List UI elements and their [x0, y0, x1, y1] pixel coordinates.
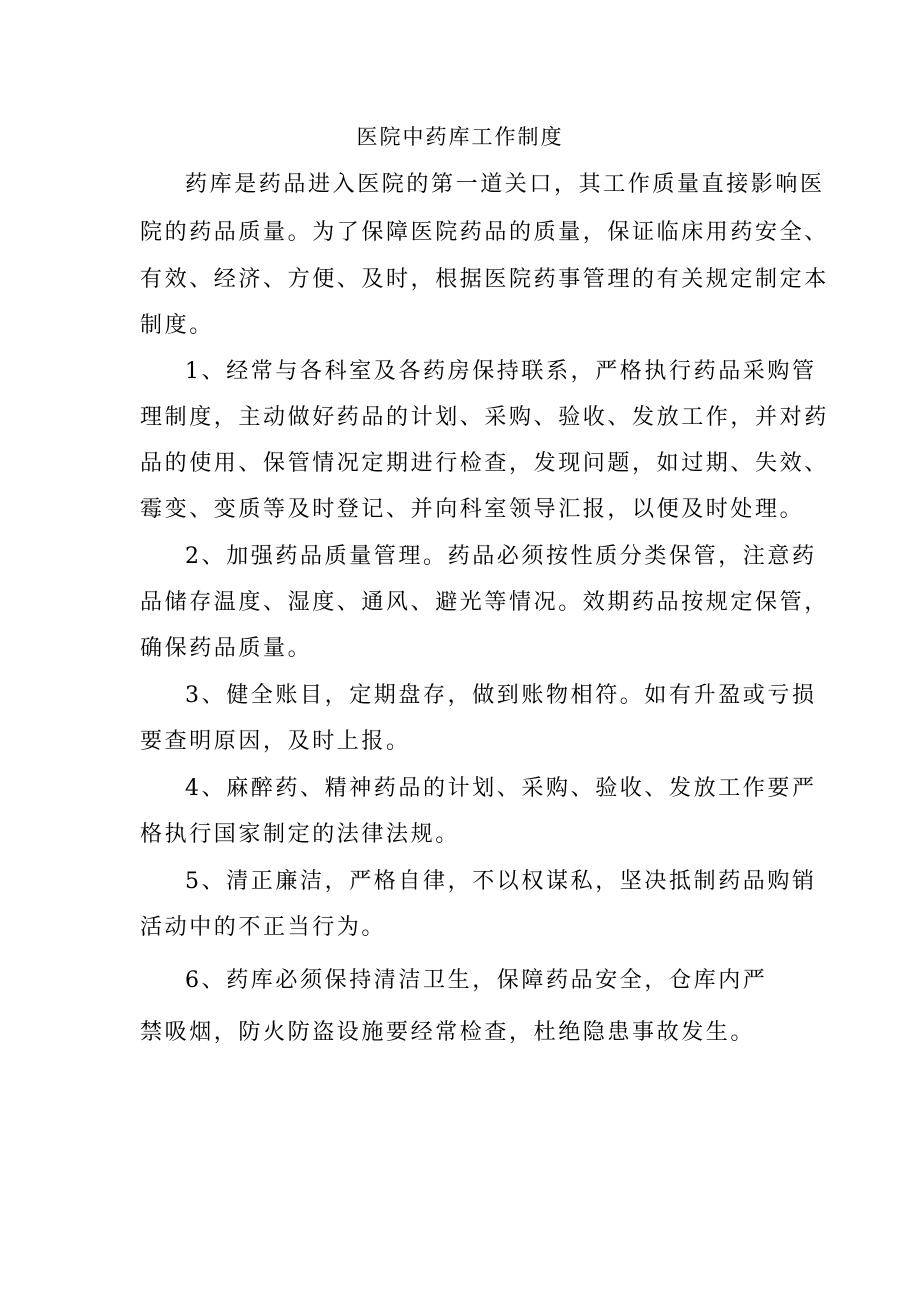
rule-4-line-2: 格执行国家制定的法律法规。 — [140, 822, 460, 847]
rule-6-line-2: 禁吸烟，防火防盗设施要经常检查，杜绝隐患事故发生。 — [140, 1020, 756, 1045]
rule-6-line-1: 6、药库必须保持清洁卫生，保障药品安全，仓库内严 — [185, 968, 768, 993]
rule-1-line-1: 1、经常与各科室及各药房保持联系，严格执行药品采购管 — [185, 359, 817, 384]
rule-2-line-3: 确保药品质量。 — [140, 636, 313, 661]
intro-line-2: 院的药品质量。为了保障医院药品的质量，保证临床用药安全、 — [140, 220, 829, 245]
intro-line-3: 有效、经济、方便、及时，根据医院药事管理的有关规定制定本 — [140, 267, 829, 292]
rule-3-line-2: 要查明原因，及时上报。 — [140, 729, 411, 754]
rule-1-line-2: 理制度，主动做好药品的计划、采购、验收、发放工作，并对药 — [140, 405, 829, 430]
rule-4-line-1: 4、麻醉药、精神药品的计划、采购、验收、发放工作要严 — [185, 776, 817, 801]
intro-line-1: 药库是药品进入医院的第一道关口，其工作质量直接影响医 — [185, 172, 825, 197]
rule-5-line-2: 活动中的不正当行为。 — [140, 915, 387, 940]
document-title: 医院中药库工作制度 — [356, 125, 564, 149]
rule-2-line-2: 品储存温度、湿度、通风、避光等情况。效期药品按规定保管， — [140, 590, 829, 615]
rule-2-line-1: 2、加强药品质量管理。药品必须按性质分类保管，注意药 — [185, 544, 817, 569]
rule-1-line-3: 品的使用、保管情况定期进行检查，发现问题，如过期、失效、 — [140, 451, 829, 476]
rule-1-line-4: 霉变、变质等及时登记、并向科室领导汇报，以便及时处理。 — [140, 497, 805, 522]
rule-5-line-1: 5、清正廉洁，严格自律，不以权谋私，坚决抵制药品购销 — [185, 869, 817, 894]
rule-3-line-1: 3、健全账目，定期盘存，做到账物相符。如有升盈或亏损 — [185, 683, 817, 708]
intro-line-4: 制度。 — [140, 313, 214, 338]
